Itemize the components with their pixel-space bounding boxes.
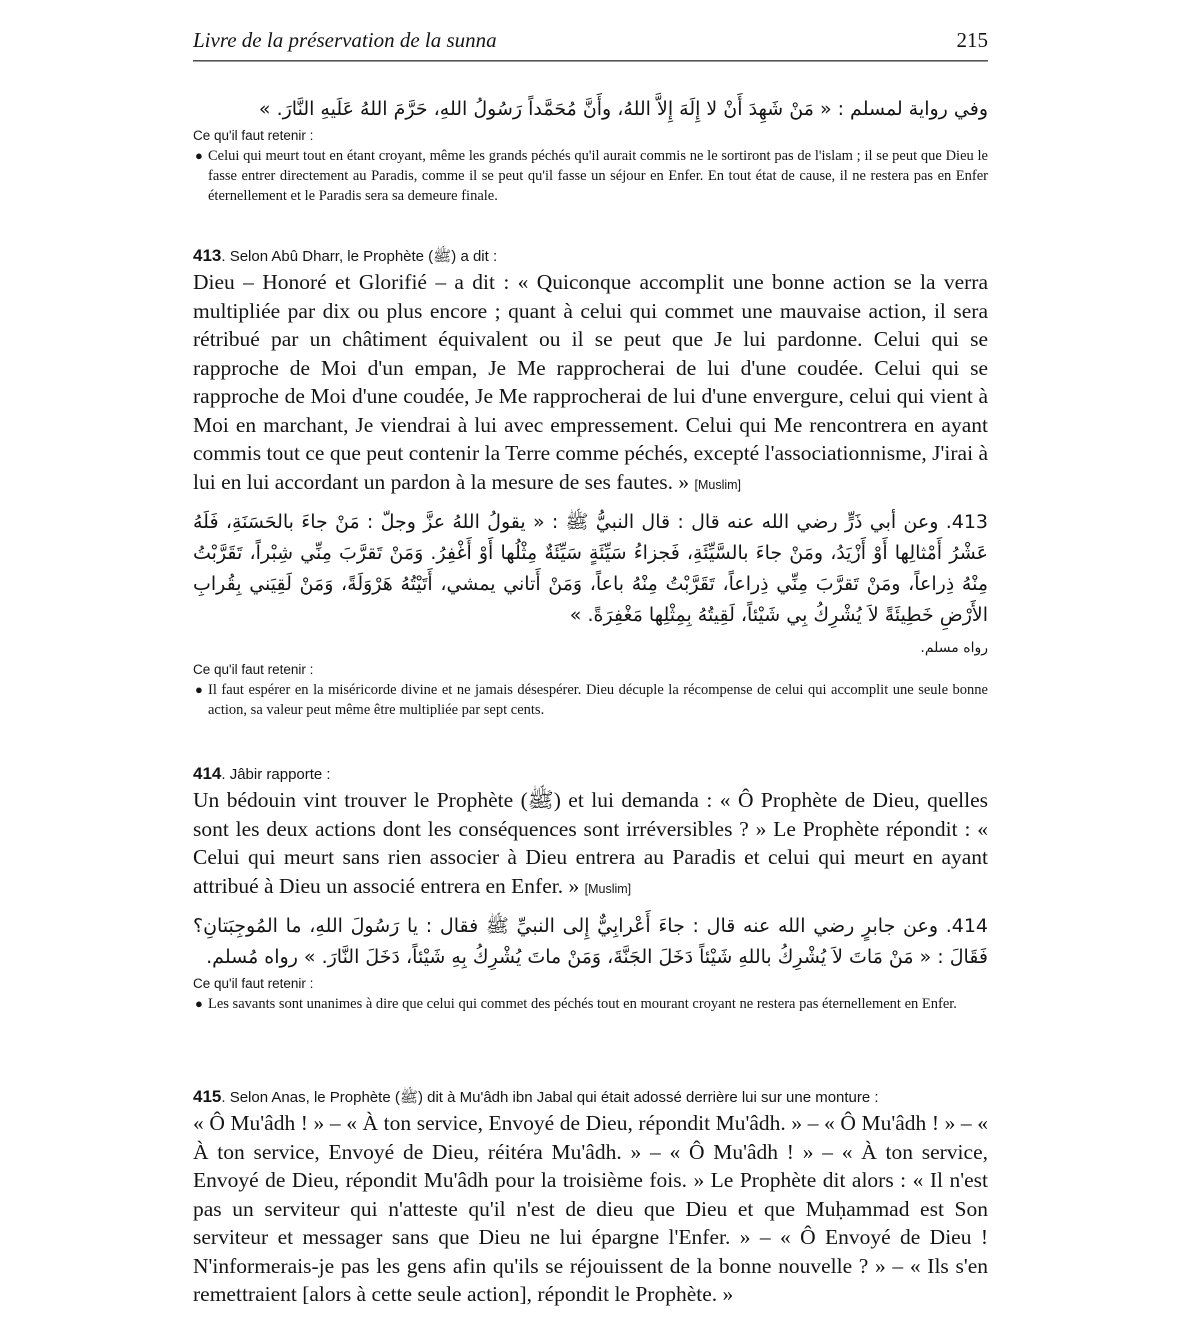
hadith-415 — [193, 1086, 988, 1309]
source-reference: [Muslim] — [584, 881, 632, 896]
retain-list — [193, 994, 988, 1014]
retain-point: ● Les savants sont unanimes à dire que celui qui commet des péchés tout en mourant croyant ne restera pas éternellement en Enfer. — [195, 996, 957, 1012]
hadith-heading — [193, 763, 988, 786]
arabic-variant: وفي رواية لمسلم : « مَنْ شَهِدَ أَنْ لا إِلَهَ إِلاَّ اللهُ، وأَنَّ مُحَمَّداً رَسُولُ اللهِ، حَرَّمَ اللهُ عَلَيهِ النَّارَ. » — [258, 98, 988, 120]
hadith-number: 415 — [193, 1087, 222, 1106]
running-title: Livre de la préservation de la sunna — [193, 28, 497, 52]
retain-point: ● Il faut espérer en la miséricorde divine et ne jamais désespérer. Dieu décuple la récompense de celui qui accomplit une seule bonne action, sa valeur peut même être multipliée par sept cents. — [195, 682, 988, 718]
hadith-text: « Ô Mu'âdh ! » – « À ton service, Envoyé de Dieu, répondit Mu'âdh. » – « Ô Mu'âdh ! » – « À ton service, Envoyé de Dieu, réitéra Mu'âdh. » – « Ô Mu'âdh ! » – « À ton service, Envoyé de Dieu, répondit Mu'âdh pour la troisième fois. » Le Prophète dit alors : « Il n'est pas un serviteur qui n'atteste qu'il n'est de dieu que Dieu et que Muḥammad est Son serviteur et messager sans que Dieu ne lui épargne l'Enfer. » – « Ô Envoyé de Dieu ! N'informerais-je pas les gens afin qu'ils se réjouissent de la bonne nouvelle ? » – « Ils s'en remettraient [alors à cette seule action], répondit le Prophète. » — [193, 1111, 988, 1306]
hadith-intro: . Selon Abû Dharr, le Prophète (ﷺ) a dit : — [221, 248, 498, 265]
hadith-intro: . Selon Anas, le Prophète (ﷺ) dit à Mu'âdh ibn Jabal qui était adossé derrière lui sur une monture : — [221, 1089, 879, 1106]
hadith-text: Dieu – Honoré et Glorifié – a dit : « Quiconque accomplit une bonne action se la verra multipliée par dix ou plus encore ; quant à celui qui commet une mauvaise action, il sera rétribué par un châtiment équivalent ou il se peut que Je lui pardonne. Celui qui se rapproche de Moi d'un empan, Je Me rapprocherai de lui d'une coudée. Celui qui se rapproche de Moi d'une coudée, Je Me rapprocherai de lui d'une envergure, celui qui vient à Moi en marchant, Je viendrai à lui avec empressement. Celui qui Me rencontrera en ayant commis tout ce que peut contenir la Terre comme péchés, excepté l'associationnisme, J'irai à lui en lui accordant un pardon à la mesure de ses fautes. » [Muslim] — [193, 270, 988, 494]
intro-section — [193, 94, 988, 206]
retain-label: Ce qu'il faut retenir : — [193, 976, 314, 991]
retain-label: Ce qu'il faut retenir : — [193, 662, 314, 677]
hadith-text: Un bédouin vint trouver le Prophète (ﷺ) et lui demanda : « Ô Prophète de Dieu, quelles sont les deux actions dont les conséquences sont irréversibles ? » Le Prophète répondit : « Celui qui meurt sans rien associer à Dieu entrera au Paradis et celui qui meurt en ayant attribué à Dieu un associé entrera en Enfer. » [Muslim] — [193, 788, 988, 898]
hadith-intro: . Jâbir rapporte : — [221, 766, 331, 783]
hadith-heading — [193, 245, 988, 268]
header-rule — [193, 60, 988, 62]
bullet-icon: ● — [195, 148, 203, 163]
retain-label: Ce qu'il faut retenir : — [193, 128, 314, 143]
hadith-heading — [193, 1086, 988, 1109]
hadith-number: 413 — [193, 246, 222, 265]
book-page — [193, 28, 988, 1306]
bullet-icon: ● — [195, 682, 203, 697]
page-number: 215 — [956, 28, 988, 52]
hadith-414 — [193, 763, 988, 1014]
hadith-number: 414 — [193, 764, 222, 783]
retain-point: ● Celui qui meurt tout en étant croyant, même les grands péchés qu'il aurait commis ne le sortiront pas de l'islam ; il se peut que Dieu le fasse entrer directement au Paradis, comme il se peut qu'il fasse un séjour en Enfer. En tout état de cause, il ne restera pas en Enfer éternellement et le Paradis sera sa demeure finale. — [195, 148, 988, 204]
retain-list — [193, 146, 988, 206]
arabic-source: رواه مسلم. — [920, 640, 988, 656]
running-header — [193, 28, 988, 60]
arabic-text: 414. وعن جابرٍ رضي الله عنه قال : جاءَ أَعْرابِيٌّ إِلى النبيِّ ﷺ فقال : يا رَسُولَ اللهِ، ما المُوجِبَتانِ؟ فَقَالَ : « مَنْ مَاتَ لاَ يُشْرِكُ باللهِ شَيْئاً دَخَلَ الجَنَّةَ، وَمَنْ ماتَ يُشْرِكُ بِهِ شَيْئاً، دَخَلَ النَّارَ. » رواه مُسلم. — [193, 915, 988, 968]
retain-list — [193, 680, 988, 720]
arabic-text: 413. وعن أبي ذَرٍّ رضي الله عنه قال : قال النبيُّ ﷺ : « يقولُ اللهُ عزَّ وجلّ : مَنْ جاءَ بالحَسَنَةِ، فَلَهُ عَشْرُ أَمْثالِها أَوْ أَزْيَدُ، ومَنْ جاءَ بالسَّيِّئَةِ، فَجزاءُ سَيِّئَةٍ سَيِّئَةٌ مِثْلُها أَوْ أَغْفِرُ. وَمَنْ تَقرَّبَ مِنِّي شِبْراً، تَقَرَّبْتُ مِنْهُ ذِراعاً، ومَنْ تَقرَّبَ مِنِّي ذِراعاً، تَقَرَّبْتُ مِنْهُ باعاً، وَمَنْ أَتاني يمشي، أَتَيْتُهُ هَرْوَلَةً، وَمَنْ لَقِيَني بِقُرابِ الأَرْضِ خَطِيئَةً لاَ يُشْرِكُ بِي شَيْئاً، لَقِيتُهُ بِمِثْلِها مَغْفِرَةً. » — [193, 511, 988, 626]
hadith-413 — [193, 245, 988, 720]
bullet-icon: ● — [195, 996, 203, 1011]
source-reference: [Muslim] — [694, 477, 742, 492]
